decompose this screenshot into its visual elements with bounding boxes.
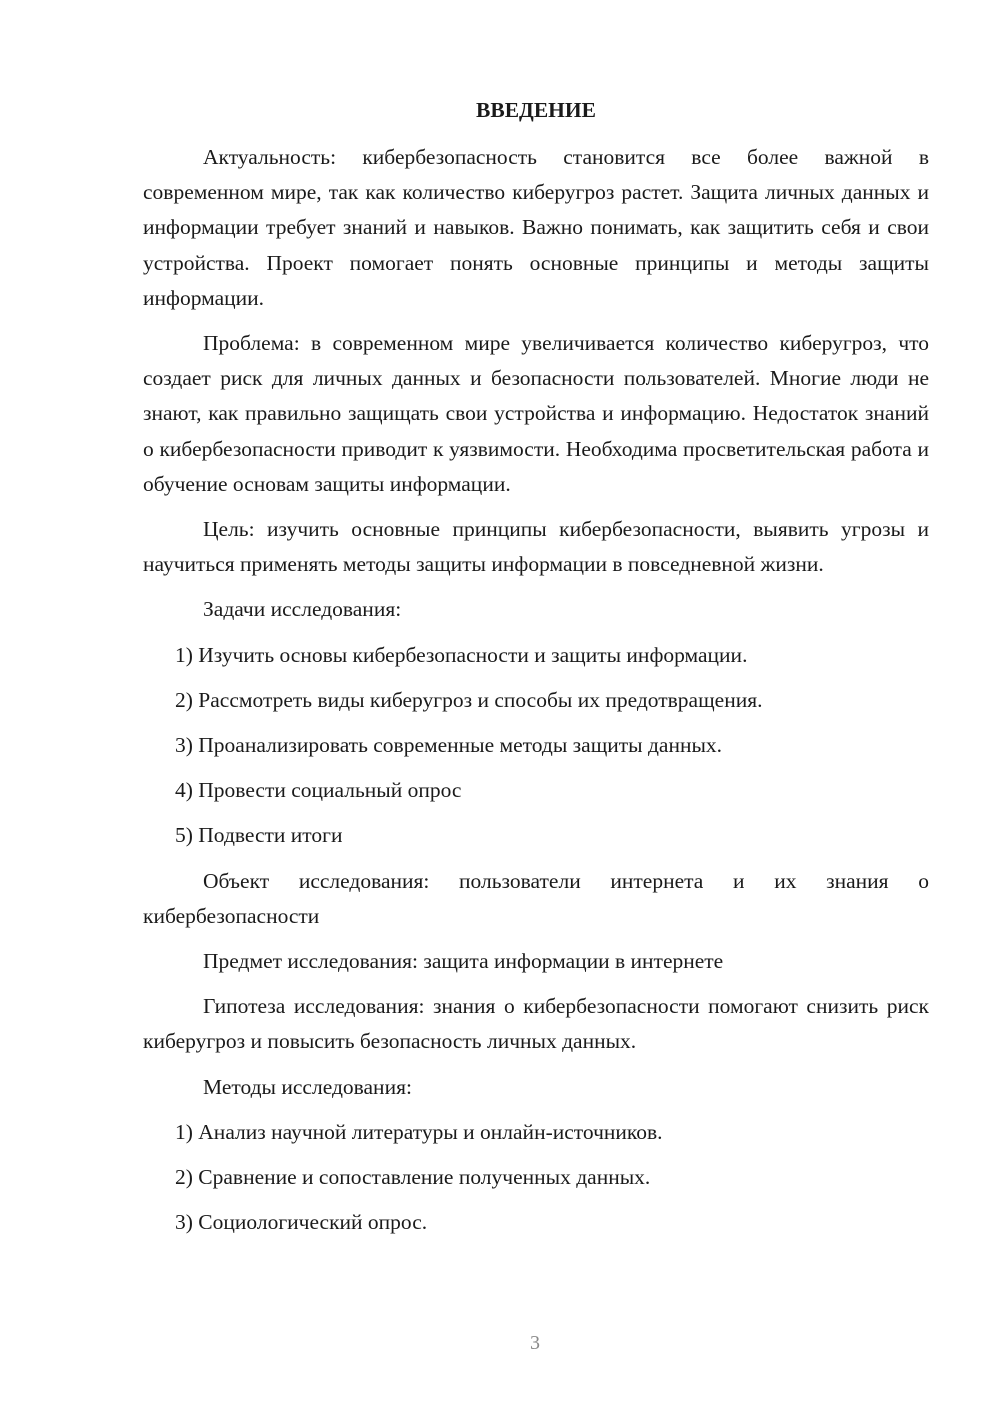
problem-paragraph: Проблема: в современном мире увеличивается количество киберугроз, что создает риск для личных данных и безопасности пользователей. Многие люди не знают, как правильно защищать свои устройства и информацию. Недостаток знаний о кибербезопасности приводит к уязвимости. Необходима просветительская работа и обучение основам защиты информации. [143,331,929,496]
methods-list [143,1115,929,1241]
relevance-paragraph: Актуальность: кибербезопасность становится все более важной в современном мире, так как количество киберугроз растет. Защита личных данных и информации требует знаний и навыков. Важно понимать, как защитить себя и свои устройства. Проект помогает понять основные принципы и методы защиты информации. [143,145,929,310]
goal-paragraph: Цель: изучить основные принципы кибербезопасности, выявить угрозы и научиться применять методы защиты информации в повседневной жизни. [143,517,929,577]
list-item: 5) Подвести итоги [175,823,343,848]
list-item: 3) Социологический опрос. [175,1210,428,1235]
tasks-heading: Задачи исследования: [203,597,402,622]
page-content [143,93,929,1250]
list-item: 1) Анализ научной литературы и онлайн-источников. [175,1119,663,1144]
list-item: 4) Провести социальный опрос [175,778,462,803]
methods-heading: Методы исследования: [203,1074,412,1099]
subject-paragraph: Предмет исследования: защита информации в интернете [203,949,724,974]
list-item: 3) Проанализировать современные методы защиты данных. [175,733,723,758]
list-item: 1) Изучить основы кибербезопасности и защиты информации. [175,642,748,667]
section-title: ВВЕДЕНИЕ [476,98,596,122]
list-item: 2) Сравнение и сопоставление полученных данных. [175,1165,651,1190]
page-number: 3 [530,1332,540,1354]
hypothesis-paragraph: Гипотеза исследования: знания о кибербезопасности помогают снизить риск киберугроз и повысить безопасность личных данных. [143,994,929,1054]
list-item: 2) Рассмотреть виды киберугроз и способы их предотвращения. [175,687,763,712]
object-paragraph: Объект исследования: пользователи интернета и их знания о кибербезопасности [143,868,929,928]
tasks-list [143,638,929,854]
